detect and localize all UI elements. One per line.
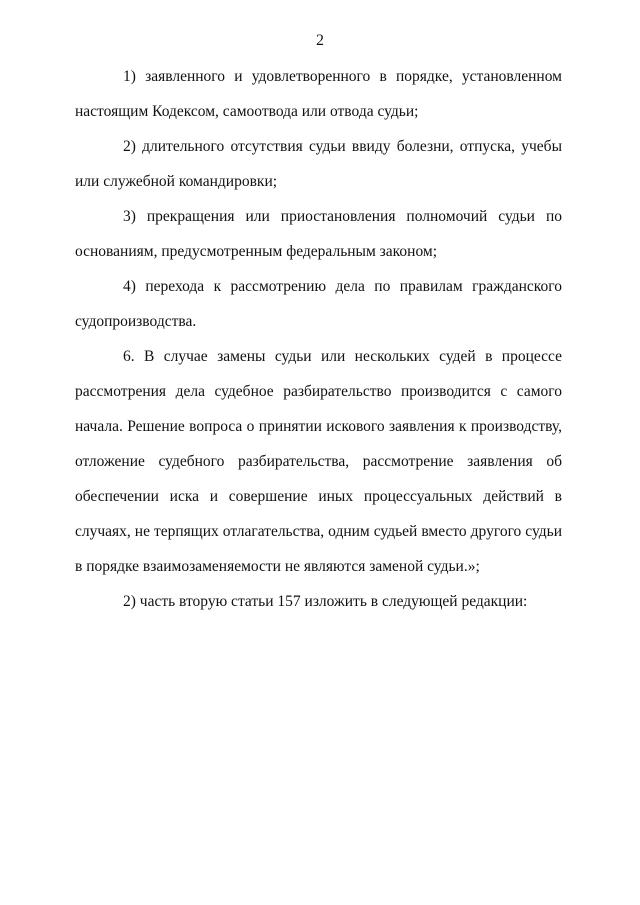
document-body xyxy=(75,59,562,619)
paragraph-amendment-2: 2) часть вторую статьи 157 изложить в следующей редакции: xyxy=(123,593,528,610)
paragraph-part-6: 6. В случае замены судьи или нескольких судей в процессе рассмотрения дела судебное разбирательство производится с самого начала. Решение вопроса о принятии искового заявления к производству, отложение судебного разбирательства, рассмотрение заявления об обеспечении иска и совершение иных процессуальных действий в случаях, не терпящих отлагательства, одним судьей вместо другого судьи в порядке взаимозаменяемости не являются заменой судьи.»; xyxy=(75,348,562,575)
page-number: 2 xyxy=(316,32,324,49)
paragraph-item-3: 3) прекращения или приостановления полномочий судьи по основаниям, предусмотренным федеральным законом; xyxy=(75,208,562,260)
paragraph-item-1: 1) заявленного и удовлетворенного в порядке, установленном настоящим Кодексом, самоотвода или отвода судьи; xyxy=(75,68,562,120)
paragraph-item-2: 2) длительного отсутствия судьи ввиду болезни, отпуска, учебы или служебной командировки; xyxy=(75,138,562,190)
paragraph-item-4: 4) перехода к рассмотрению дела по правилам гражданского судопроизводства. xyxy=(75,278,562,330)
